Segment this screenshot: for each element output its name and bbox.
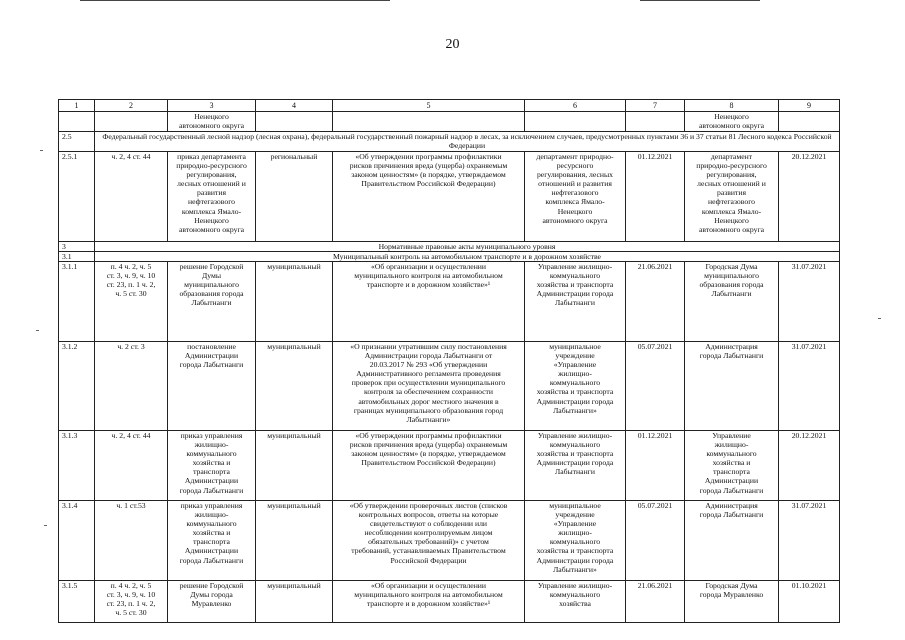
- table-row: [59, 262, 840, 342]
- deadline-cell: 20.12.2021: [779, 431, 840, 501]
- adopter-cell: Администрация города Лабытнанги: [685, 501, 779, 581]
- row-number: 3.1.2: [59, 342, 95, 431]
- table-cell: Ненецкого автономного округа: [685, 112, 779, 132]
- header-cell: 3: [168, 100, 256, 112]
- table-row: [59, 152, 840, 242]
- scan-mark: [36, 330, 39, 331]
- table-row: [59, 581, 840, 623]
- act-type-cell: приказ управления жилищно- коммунального хозяйства и транспорта Администрации города Лабытнанги: [168, 431, 256, 501]
- norm-cell: ч. 1 ст.53: [95, 501, 168, 581]
- adopter-cell: Городская Дума муниципального образования города Лабытнанги: [685, 262, 779, 342]
- title-cell: «Об организации и осуществлении муниципального контроля на автомобильном транспорте и в дорожном хозяйстве»¹: [333, 581, 525, 623]
- act-type-cell: приказ департамента природно-ресурсного регулирования, лесных отношений и развития нефтегазового комплекса Ямало- Ненецкого автономного округа: [168, 152, 256, 242]
- header-cell: 9: [779, 100, 840, 112]
- row-number: 3.1.3: [59, 431, 95, 501]
- header-cell: 7: [626, 100, 685, 112]
- norm-cell: ч. 2, 4 ст. 44: [95, 431, 168, 501]
- executor-cell: департамент природно- ресурсного регулирования, лесных отношений и развития нефтегазового комплекса Ямало- Ненецкого автономного округа: [525, 152, 626, 242]
- header-cell: 5: [333, 100, 525, 112]
- level-cell: региональный: [256, 152, 333, 242]
- level-cell: муниципальный: [256, 342, 333, 431]
- table-row: [59, 431, 840, 501]
- scan-mark: [44, 525, 47, 526]
- header-cell: 8: [685, 100, 779, 112]
- executor-cell: Управление жилищно- коммунального хозяйства: [525, 581, 626, 623]
- adopter-cell: Администрация города Лабытнанги: [685, 342, 779, 431]
- section-title: Муниципальный контроль на автомобильном транспорте и в дорожном хозяйстве: [95, 252, 840, 262]
- section-number: 3.1: [59, 252, 95, 262]
- date-cell: 21.06.2021: [626, 581, 685, 623]
- date-cell: 01.12.2021: [626, 431, 685, 501]
- header-cell: 1: [59, 100, 95, 112]
- act-type-cell: постановление Администрации города Лабытнанги: [168, 342, 256, 431]
- table-cell: [256, 112, 333, 132]
- deadline-cell: 01.10.2021: [779, 581, 840, 623]
- level-cell: муниципальный: [256, 501, 333, 581]
- table-cell: [525, 112, 626, 132]
- deadline-cell: 31.07.2021: [779, 501, 840, 581]
- header-cell: 4: [256, 100, 333, 112]
- norm-cell: ч. 2, 4 ст. 44: [95, 152, 168, 242]
- section-row: [59, 132, 840, 152]
- act-type-cell: приказ управления жилищно- коммунального хозяйства и транспорта Администрации города Лабытнанги: [168, 501, 256, 581]
- section-title: Федеральный государственный лесной надзор (лесная охрана), федеральный государственный пожарный надзор в лесах, за исключением случаев, предусмотренных пунктами 36 и 37 статьи 81 Лесного кодекса Российской Федерации: [95, 132, 840, 152]
- section-title: Нормативные правовые акты муниципального уровня: [95, 242, 840, 252]
- executor-cell: Управление жилищно- коммунального хозяйства и транспорта Администрации города Лабытнанги: [525, 431, 626, 501]
- header-cell: 6: [525, 100, 626, 112]
- top-edge-line: [640, 0, 760, 1]
- adopter-cell: департамент природно-ресурсного регулирования, лесных отношений и развития нефтегазового комплекса Ямало- Ненецкого автономного округа: [685, 152, 779, 242]
- table-cell: Ненецкого автономного округа: [168, 112, 256, 132]
- table-cell: [95, 112, 168, 132]
- row-number: 3.1.5: [59, 581, 95, 623]
- norm-cell: п. 4 ч. 2, ч. 5 ст. 3, ч. 9, ч. 10 ст. 23, п. 1 ч. 2, ч. 5 ст. 30: [95, 262, 168, 342]
- section-number: 3: [59, 242, 95, 252]
- top-edge-line: [80, 0, 390, 1]
- regulations-table: [58, 99, 840, 623]
- table-row: [59, 112, 840, 132]
- section-row: [59, 242, 840, 252]
- date-cell: 05.07.2021: [626, 501, 685, 581]
- date-cell: 01.12.2021: [626, 152, 685, 242]
- executor-cell: муниципальное учреждение «Управление жилищно- коммунального хозяйства и транспорта Администрации города Лабытнанги»: [525, 501, 626, 581]
- title-cell: «Об утверждении программы профилактики рисков причинения вреда (ущерба) охраняемым законом ценностям» (в порядке, утверждаемом Правительством Российской Федерации): [333, 431, 525, 501]
- scan-mark: [40, 150, 43, 151]
- level-cell: муниципальный: [256, 581, 333, 623]
- section-row: [59, 252, 840, 262]
- table-cell: [333, 112, 525, 132]
- act-type-cell: решение Городской Думы муниципального образования города Лабытнанги: [168, 262, 256, 342]
- table-header-row: [59, 100, 840, 112]
- date-cell: 21.06.2021: [626, 262, 685, 342]
- norm-cell: п. 4 ч. 2, ч. 5 ст. 3, ч. 9, ч. 10 ст. 23, п. 1 ч. 2, ч. 5 ст. 30: [95, 581, 168, 623]
- title-cell: «Об утверждении программы профилактики рисков причинения вреда (ущерба) охраняемым законом ценностям» (в порядке, утверждаемом Правительством Российской Федерации): [333, 152, 525, 242]
- header-cell: 2: [95, 100, 168, 112]
- title-cell: «О признании утратившим силу постановления Администрации города Лабытнанги от 20.03.2017 № 293 «Об утверждении Административного регламента проведения проверок при осуществлении муниципального контроля за обеспечением сохранности автомобильных дорог местного значения в границах муниципального образования город Лабытнанги»: [333, 342, 525, 431]
- table-cell: [59, 112, 95, 132]
- level-cell: муниципальный: [256, 431, 333, 501]
- adopter-cell: Управление жилищно- коммунального хозяйства и транспорта Администрации города Лабытнанги: [685, 431, 779, 501]
- table-cell: [779, 112, 840, 132]
- page-number: 20: [445, 37, 460, 52]
- title-cell: «Об утверждении проверочных листов (списков контрольных вопросов, ответы на которые свидетельствуют о соблюдении или несоблюдении контролируемым лицом обязательных требований)» с учетом требований, устанавливаемых Правительством Российской Федерации: [333, 501, 525, 581]
- row-number: 2.5.1: [59, 152, 95, 242]
- scan-mark: [878, 318, 881, 319]
- act-type-cell: решение Городской Думы города Муравленко: [168, 581, 256, 623]
- executor-cell: муниципальное учреждение «Управление жилищно- коммунального хозяйства и транспорта Администрации города Лабытнанги»: [525, 342, 626, 431]
- table-cell: [626, 112, 685, 132]
- section-number: 2.5: [59, 132, 95, 152]
- executor-cell: Управление жилищно- коммунального хозяйства и транспорта Администрации города Лабытнанги: [525, 262, 626, 342]
- norm-cell: ч. 2 ст. 3: [95, 342, 168, 431]
- deadline-cell: 31.07.2021: [779, 342, 840, 431]
- level-cell: муниципальный: [256, 262, 333, 342]
- table-row: [59, 342, 840, 431]
- deadline-cell: 20.12.2021: [779, 152, 840, 242]
- deadline-cell: 31.07.2021: [779, 262, 840, 342]
- title-cell: «Об организации и осуществлении муниципального контроля на автомобильном транспорте и в дорожном хозяйстве»¹: [333, 262, 525, 342]
- table-row: [59, 501, 840, 581]
- date-cell: 05.07.2021: [626, 342, 685, 431]
- row-number: 3.1.4: [59, 501, 95, 581]
- row-number: 3.1.1: [59, 262, 95, 342]
- adopter-cell: Городская Дума города Муравленко: [685, 581, 779, 623]
